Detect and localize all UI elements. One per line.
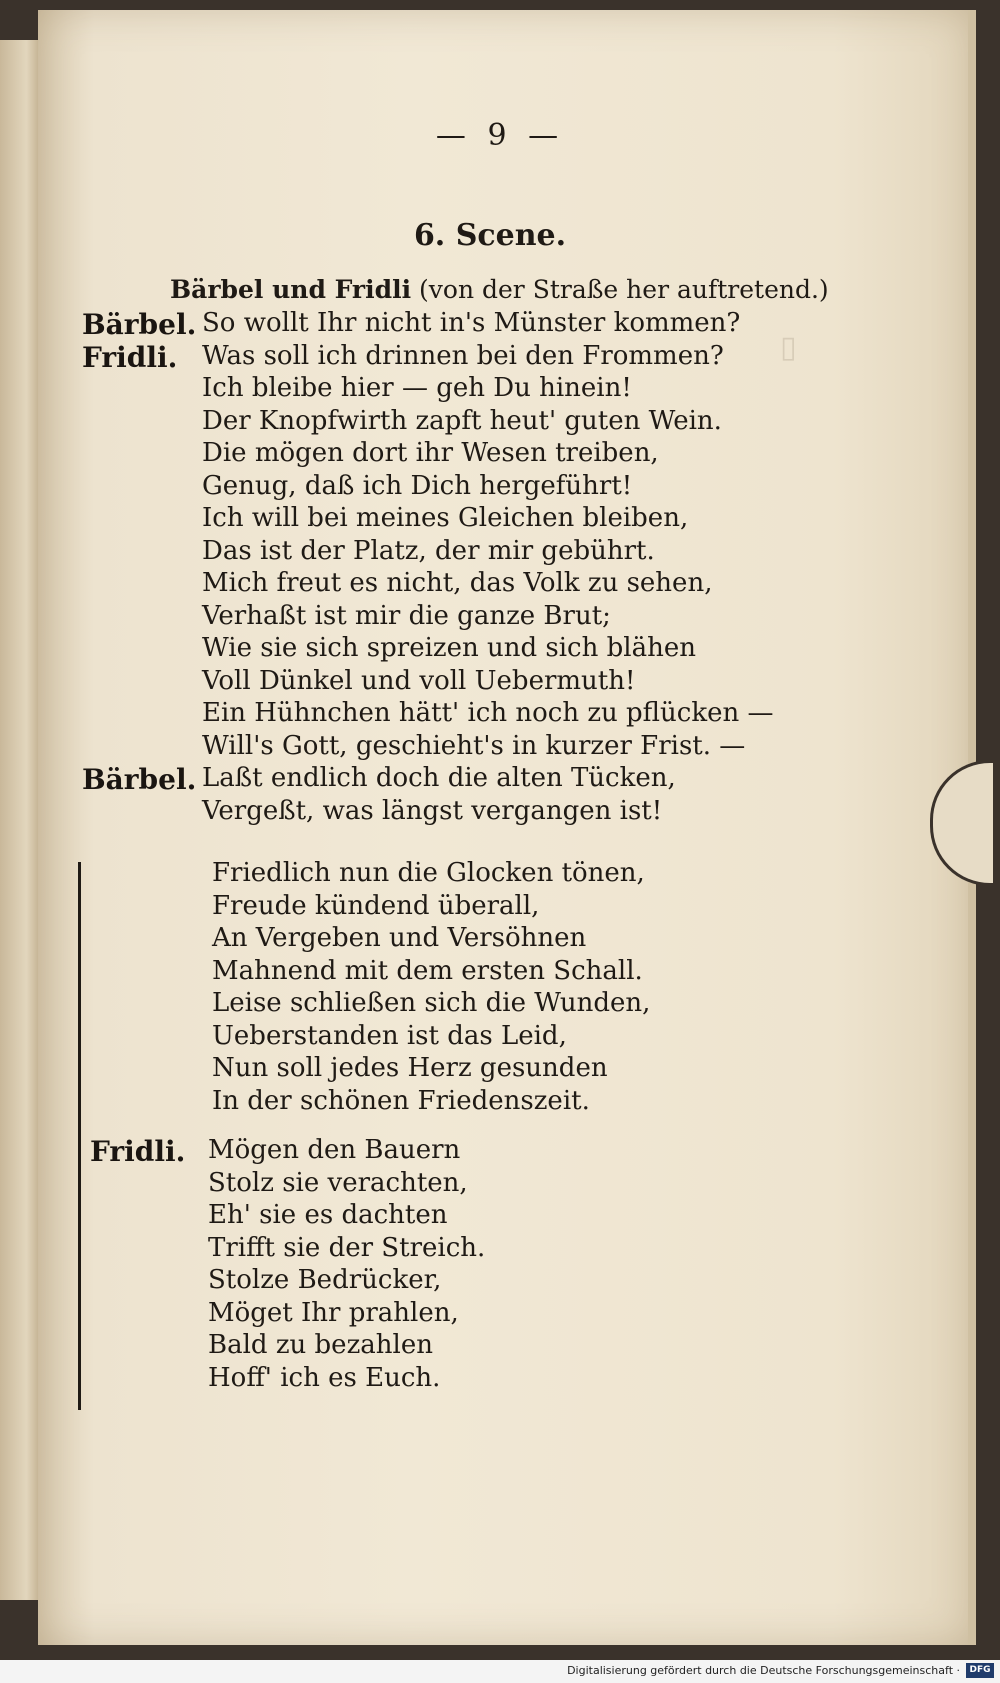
verse-line: Ein Hühnchen hätt' ich noch zu pflücken — <box>202 698 774 728</box>
verse-line: Das ist der Platz, der mir gebührt. <box>202 535 655 566</box>
footer-bar <box>0 1660 1000 1683</box>
verse-line: Ueberstanden ist das Leid, <box>212 1020 567 1051</box>
verse-line: Mögen den Bauern <box>208 1135 461 1165</box>
verse-row <box>82 858 802 891</box>
verse-line: Vergeßt, was längst vergangen ist! <box>202 795 663 826</box>
verse-line: So wollt Ihr nicht in's Münster kommen? <box>202 308 741 338</box>
stage-direction-text: (von der Straße her auftretend.) <box>419 275 829 304</box>
verse-row <box>82 891 802 924</box>
scene-title: 6. Scene. <box>413 218 567 253</box>
speaker-name: Bärbel. <box>82 763 197 796</box>
duet-barbel-block <box>82 858 802 1118</box>
verse-row <box>82 956 802 989</box>
dfg-logo: DFG <box>966 1663 994 1678</box>
verse-line: Ich will bei meines Gleichen bleiben, <box>202 503 689 533</box>
verse-row <box>82 601 802 634</box>
verse-row <box>82 988 802 1021</box>
verse-row <box>82 308 802 341</box>
verse-line: Stolz sie verachten, <box>208 1167 468 1198</box>
speaker-name: Fridli. <box>90 1135 186 1168</box>
verse-line: Verhaßt ist mir die ganze Brut; <box>202 600 611 631</box>
verse-row <box>82 763 802 796</box>
verse-row <box>82 698 802 731</box>
verse-row <box>82 1053 802 1086</box>
verse-line: Nun soll jedes Herz gesunden <box>212 1053 608 1083</box>
verse-row <box>82 1200 802 1233</box>
speaker-name: Fridli. <box>82 340 178 374</box>
footer-credit: Digitalisierung gefördert durch die Deutsche Forschungsgemeinschaft · <box>567 1664 960 1677</box>
verse-row <box>82 373 802 406</box>
verse-row <box>82 633 802 666</box>
verse-row <box>82 923 802 956</box>
verse-row <box>82 796 802 829</box>
verse-line: Hoff' ich es Euch. <box>208 1362 441 1393</box>
verse-line: Bald zu bezahlen <box>208 1330 433 1360</box>
verse-line: Voll Dünkel und voll Uebermuth! <box>202 665 636 696</box>
verse-line: Die mögen dort ihr Wesen treiben, <box>202 438 659 468</box>
verse-row <box>82 1233 802 1266</box>
duet-fridli-block <box>82 1135 802 1395</box>
page-number: — 9 — <box>435 118 565 153</box>
verse-row <box>82 1168 802 1201</box>
verse-row <box>82 1330 802 1363</box>
verse-line: Laßt endlich doch die alten Tücken, <box>202 763 676 793</box>
verse-line: Trifft sie der Streich. <box>208 1232 486 1263</box>
verse-row <box>82 1363 802 1396</box>
verse-line: Freude kündend überall, <box>212 890 540 921</box>
verse-line: Leise schließen sich die Wunden, <box>212 988 651 1018</box>
dialogue-block <box>82 308 802 828</box>
verse-line: Wie sie sich spreizen und sich blähen <box>202 633 696 663</box>
stage-direction <box>170 275 829 304</box>
verse-row <box>82 1086 802 1119</box>
verse-row <box>82 1298 802 1331</box>
verse-row <box>82 666 802 699</box>
verse-row <box>82 1265 802 1298</box>
verse-line: Friedlich nun die Glocken tönen, <box>212 858 645 888</box>
verse-line: Was soll ich drinnen bei den Frommen? <box>202 340 724 371</box>
verse-row <box>82 471 802 504</box>
verse-row <box>82 731 802 764</box>
verse-row <box>82 1135 802 1168</box>
verse-row <box>82 503 802 536</box>
verse-line: Stolze Bedrücker, <box>208 1265 442 1295</box>
verse-line: Ich bleibe hier — geh Du hinein! <box>202 373 632 403</box>
show-through: ▯ <box>780 330 797 365</box>
verse-line: Mich freut es nicht, das Volk zu sehen, <box>202 568 713 598</box>
verse-row <box>82 406 802 439</box>
verse-line: Eh' sie es dachten <box>208 1200 448 1230</box>
verse-row <box>82 536 802 569</box>
verse-line: Will's Gott, geschieht's in kurzer Frist. — <box>202 730 746 761</box>
verse-row <box>82 1021 802 1054</box>
verse-line: An Vergeben und Versöhnen <box>212 923 587 953</box>
verse-row <box>82 568 802 601</box>
verse-line: Mahnend mit dem ersten Schall. <box>212 955 643 986</box>
stage-direction-names: Bärbel und Fridli <box>170 275 412 304</box>
verse-row <box>82 341 802 374</box>
speaker-name: Bärbel. <box>82 308 197 341</box>
verse-line: In der schönen Friedenszeit. <box>212 1085 590 1116</box>
verse-line: Genug, daß ich Dich hergeführt! <box>202 470 633 501</box>
verse-line: Der Knopfwirth zapft heut' guten Wein. <box>202 405 722 436</box>
verse-line: Möget Ihr prahlen, <box>208 1297 459 1328</box>
verse-row <box>82 438 802 471</box>
